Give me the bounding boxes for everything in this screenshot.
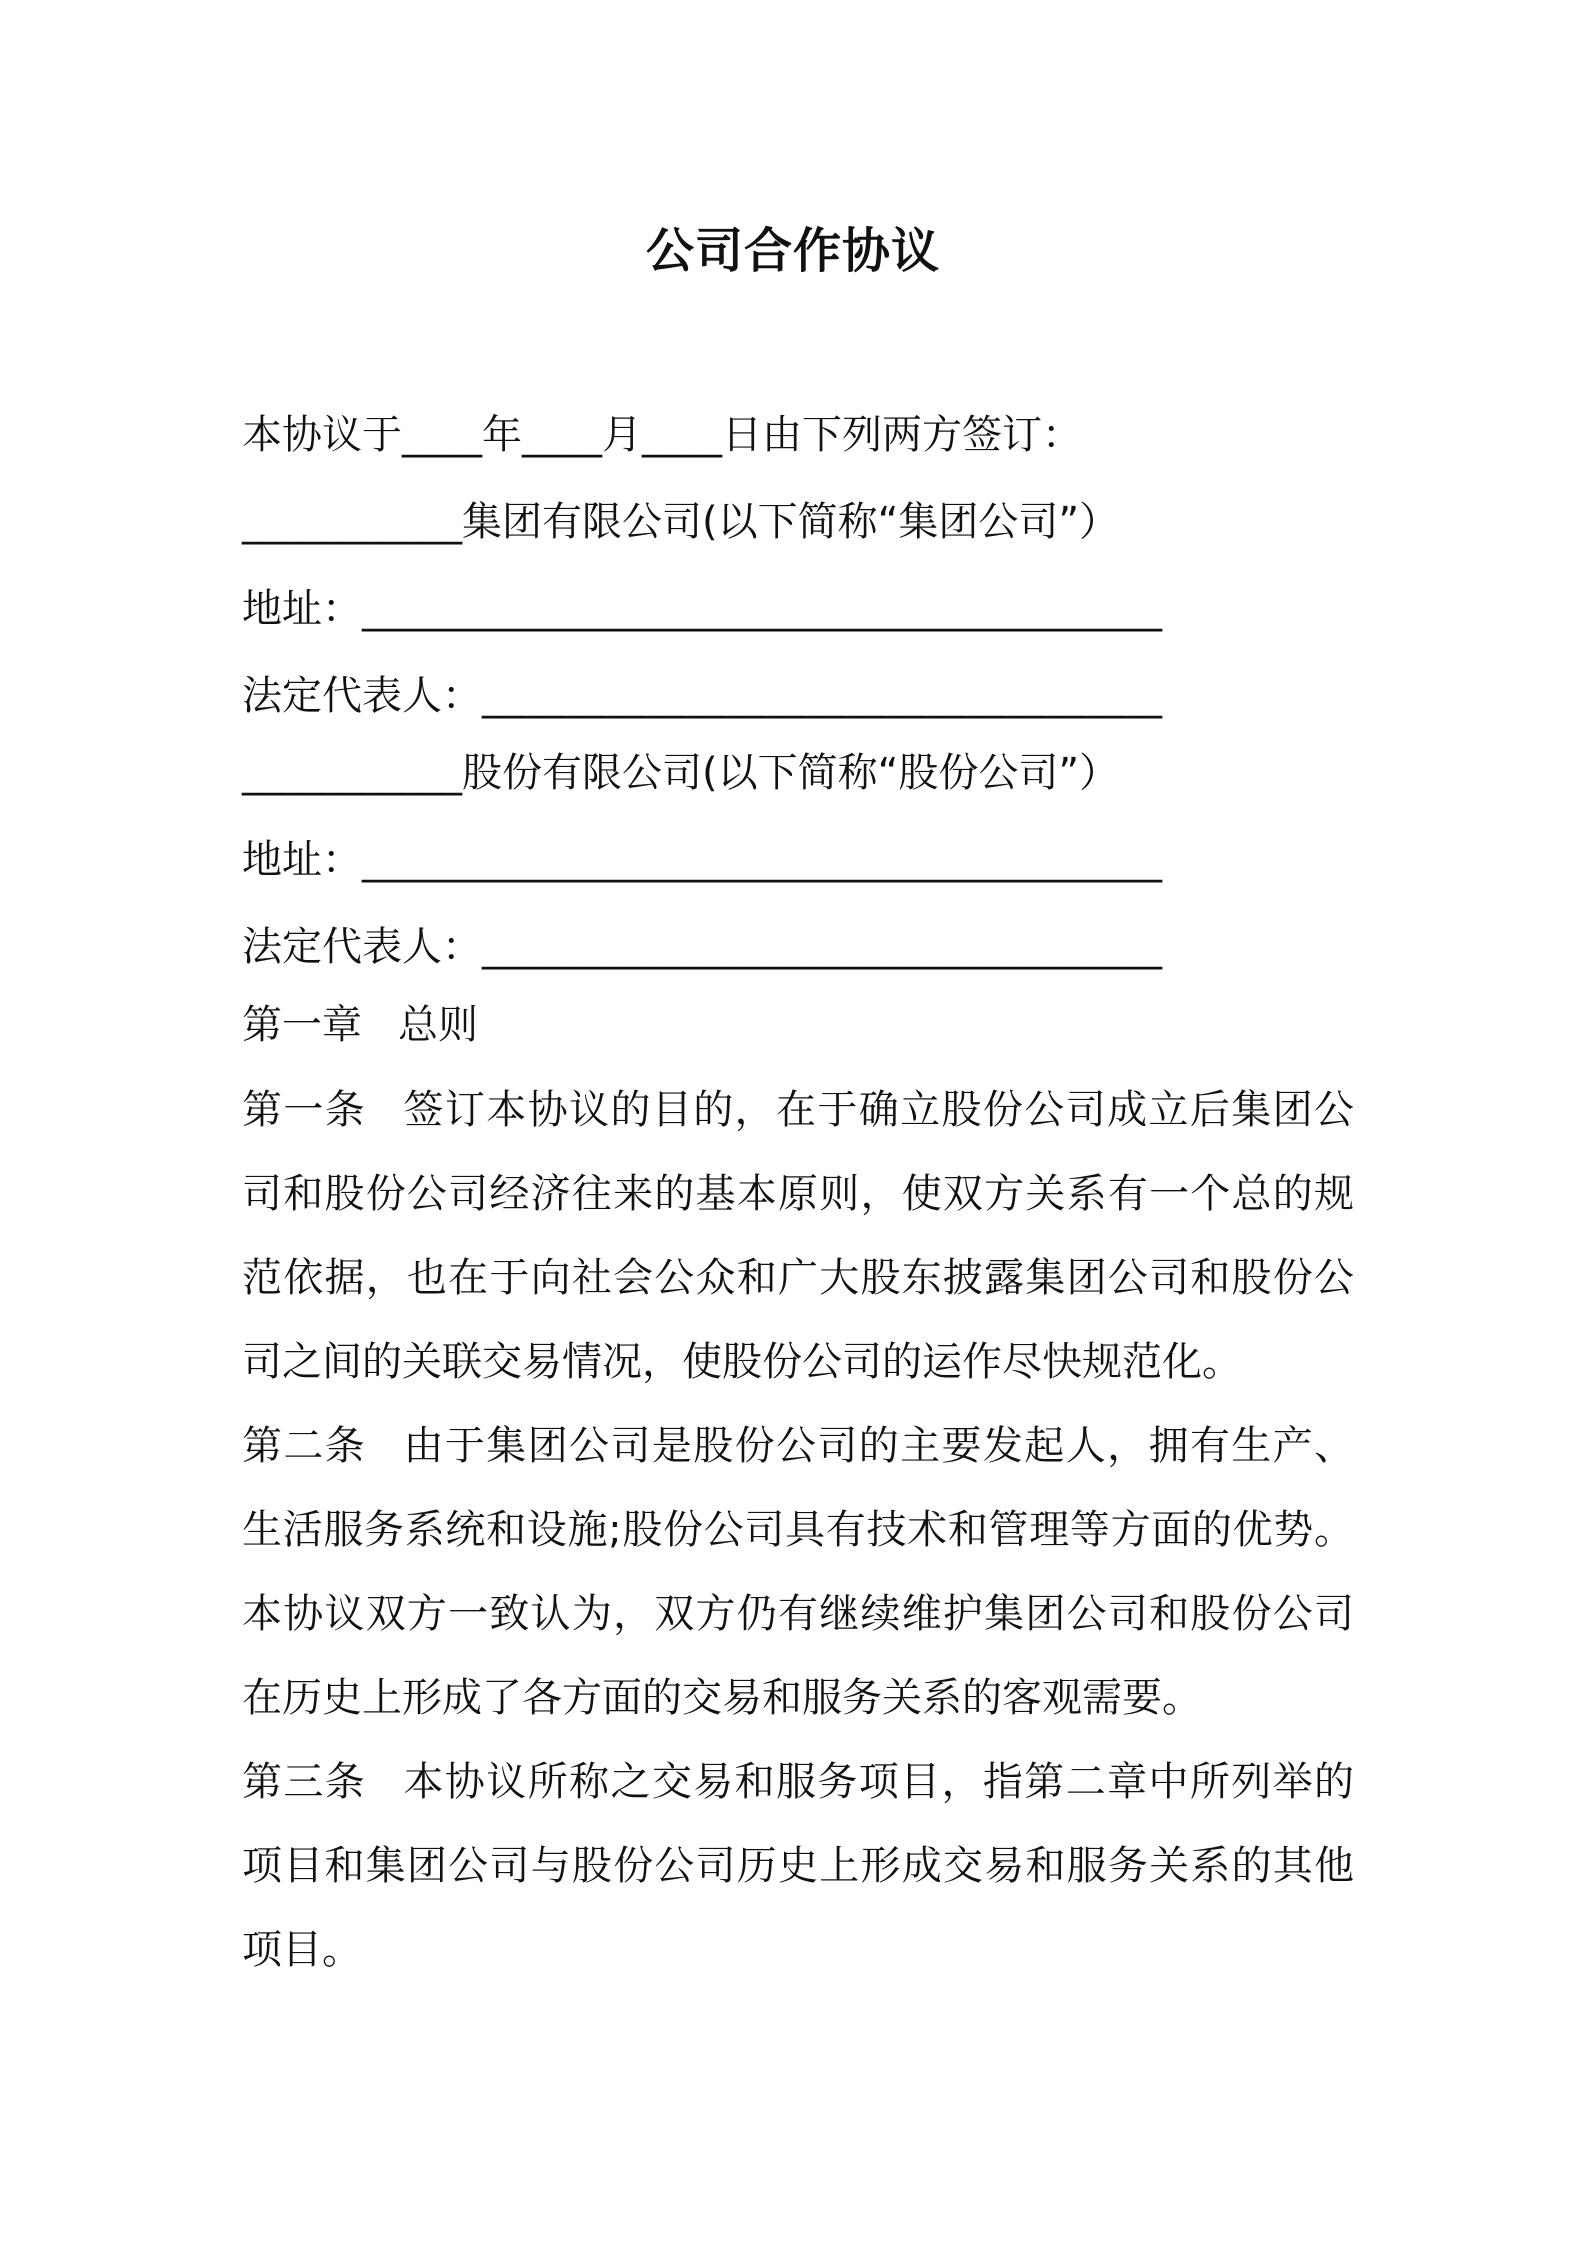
chapter-heading — [242, 1000, 478, 1050]
article-text: 由于集团公司是股份公司的主要发起人，拥有生产、生活服务系统和设施;股份公司具有技术和管理等方面的优势。本协议双方一致认为，双方仍有继续维护集团公司和股份公司在历史上形成了各方面的交易和服务关系的客观需要。 — [242, 1423, 1355, 1721]
document-title: 公司合作协议 — [645, 223, 940, 279]
article-2 — [242, 1404, 1354, 1740]
party-a-address-line: 地址：________________________________________ — [242, 586, 1162, 632]
chapter-number: 第一章 — [242, 1002, 362, 1048]
article-number: 第三条 — [242, 1759, 367, 1805]
article-3 — [242, 1740, 1354, 1992]
article-text: 本协议所称之交易和服务项目，指第二章中所列举的项目和集团公司与股份公司历史上形成交易和服务关系的其他项目。 — [242, 1759, 1355, 1973]
chapter-title: 总则 — [398, 1002, 478, 1048]
party-a-name-line: ___________集团有限公司(以下简称“集团公司”） — [242, 499, 1120, 545]
article-number: 第一条 — [242, 1087, 367, 1133]
intro-line: 本协议于____年____月____日由下列两方签订： — [242, 412, 1082, 458]
party-b-address-line: 地址：________________________________________ — [242, 837, 1162, 883]
article-number: 第二条 — [242, 1423, 367, 1469]
article-1 — [242, 1068, 1354, 1404]
party-b-representative-line: 法定代表人：__________________________________ — [242, 924, 1162, 970]
article-text: 签订本协议的目的，在于确立股份公司成立后集团公司和股份公司经济往来的基本原则，使双方关系有一个总的规范依据，也在于向社会公众和广大股东披露集团公司和股份公司之间的关联交易情况，使股份公司的运作尽快规范化。 — [242, 1087, 1355, 1385]
party-a-representative-line: 法定代表人：__________________________________ — [242, 673, 1162, 719]
party-b-name-line: ___________股份有限公司(以下简称“股份公司”） — [242, 750, 1120, 796]
